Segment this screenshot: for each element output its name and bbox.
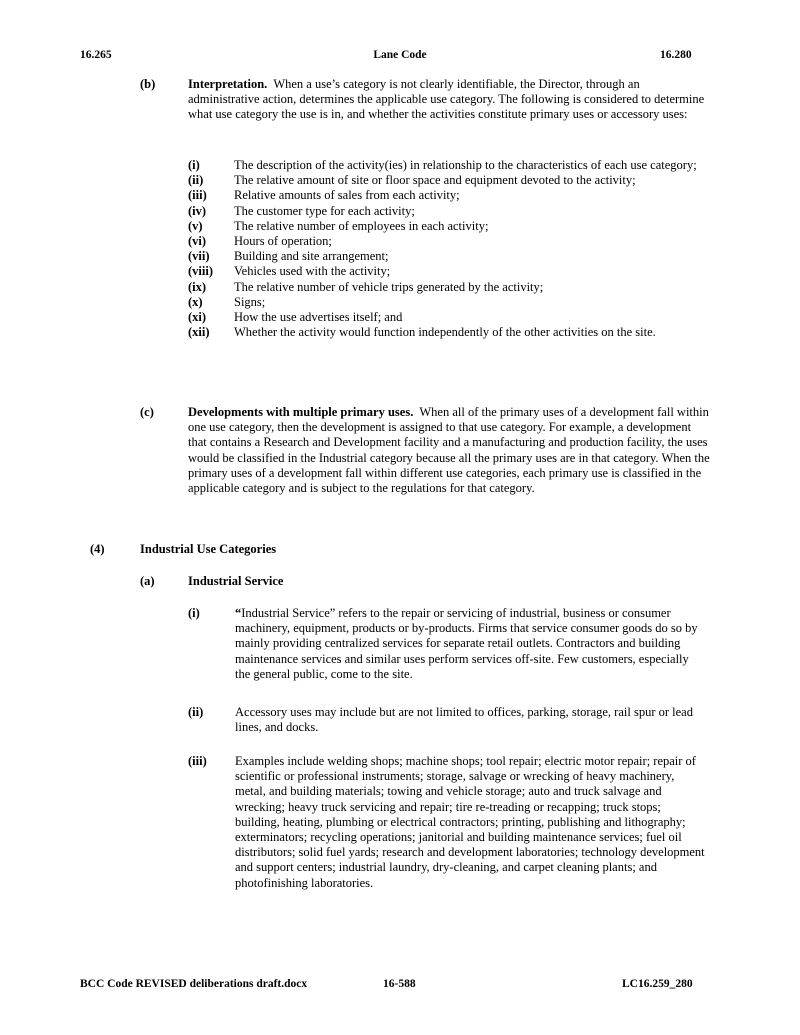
section-c-paragraph — [188, 405, 710, 496]
subsection-i-paragraph — [235, 606, 705, 682]
section-b-heading: Interpretation. — [188, 77, 268, 91]
header-section-end: 16.280 — [660, 49, 692, 61]
section-c-label: (c) — [140, 405, 154, 419]
subsection-ii-label: (ii) — [188, 705, 204, 719]
footer-filename: BCC Code REVISED deliberations draft.docx — [80, 978, 308, 990]
section-c-body: When all of the primary uses of a development fall within one use category, then the development is assigned to that use category. For example, a development that contains a Research and Development facility and a manufacturing and production facility, the uses would be classified in the Industrial category because all the primary uses are in that category. When the primary uses of a development fall within different use categories, each primary use is classified in the applicable category and is subject to the regulations for that category. — [188, 405, 710, 496]
footer-code-range: LC16.259_280 — [622, 978, 693, 990]
list-item: (vi) Hours of operation; — [188, 234, 332, 249]
list-item: (v) The relative number of employees in each activity; — [188, 218, 489, 233]
list-item: (viii) Vehicles used with the activity; — [188, 264, 391, 279]
header-title: Lane Code — [373, 49, 427, 61]
subsection-i-label: (i) — [188, 606, 200, 620]
subsection-iii-label: (iii) — [188, 754, 207, 768]
list-item: (iv) The customer type for each activity; — [188, 203, 415, 218]
list-item: (i) The description of the activity(ies) in relationship to the characteristics of each use category; — [188, 158, 697, 172]
header-section-start: 16.265 — [80, 49, 112, 61]
subsection-iii-text: Examples include welding shops; machine shops; tool repair; electric motor repair; repair of scientific or professional instruments; storage, salvage or wrecking of heavy machinery, metal, and building materials; towing and vehicle storage; auto and truck salvage and wrecking; heavy truck servicing and repair; tire re-treading or recapping; truck stops; building, heating, plumbing or electrical contractors; printing, publishing and lithography; exterminators; recycling operations; janitorial and building maintenance services; fuel oil distributors; solid fuel yards; research and development laboratories; technology development and support centers; industrial laundry, dry-cleaning, and carpet cleaning plants; and photofinishing laboratories. — [235, 754, 705, 890]
list-item: (vii) Building and site arrangement; — [188, 249, 389, 264]
list-item: (xii) Whether the activity would function independently of the other activities on the site. — [188, 325, 656, 340]
interpretation-criteria-list — [188, 158, 708, 340]
footer-page-number: 16-588 — [383, 978, 416, 990]
section-b-label: (b) — [140, 77, 156, 91]
list-item: (xi) How the use advertises itself; and — [188, 310, 403, 325]
list-item: (ii) The relative amount of site or floor space and equipment devoted to the activity; — [188, 173, 636, 188]
section-4a-heading: Industrial Service — [188, 574, 284, 588]
section-b-body: When a use’s category is not clearly identifiable, the Director, through an administrative action, determines the applicable use category. The following is considered to determine what use category the use is in, and whether the activities constitute primary uses or accessory uses: — [188, 77, 705, 122]
subsection-ii-text: Accessory uses may include but are not limited to offices, parking, storage, rail spur or lead lines, and docks. — [235, 705, 693, 735]
section-4-label: (4) — [90, 542, 105, 556]
section-c-heading: Developments with multiple primary uses. — [188, 405, 414, 419]
list-item: (iii) Relative amounts of sales from each activity; — [188, 188, 460, 203]
subsection-i-text: Industrial Service” refers to the repair or servicing of industrial, business or consumer machinery, equipment, products or by-products. Firms that service consumer goods do so by mainly providing centralized services for separate retail outlets. Contractors and building maintenance services and similar uses perform services off-site. Few customers, especially the general public, come to the site. — [235, 606, 698, 681]
section-4a-label: (a) — [140, 574, 155, 588]
opening-quote: “ — [235, 606, 242, 620]
section-b-paragraph — [188, 77, 708, 123]
list-item: (x) Signs; — [188, 294, 266, 309]
section-4-heading: Industrial Use Categories — [140, 542, 277, 556]
list-item: (ix) The relative number of vehicle trips generated by the activity; — [188, 279, 544, 294]
